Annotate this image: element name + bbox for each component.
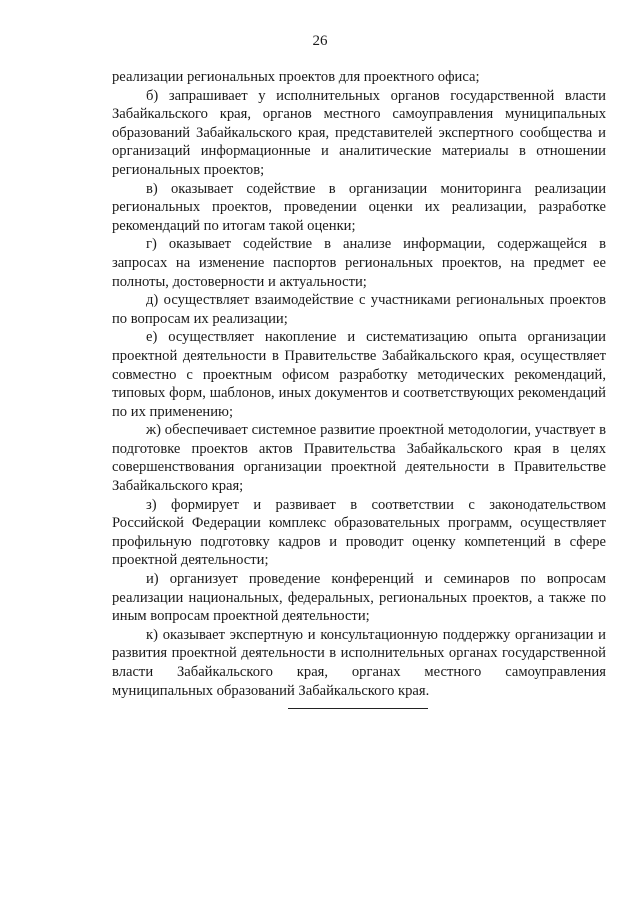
page-number: 26 bbox=[312, 33, 328, 49]
paragraph-item-i: и) организует проведение конференций и семинаров по вопросам реализации национальных, федеральных, региональных проектов, а также по иным вопросам проектной деятельности; bbox=[112, 571, 606, 625]
paragraph-item-d: д) осуществляет взаимодействие с участниками региональных проектов по вопросам их реализации; bbox=[112, 292, 606, 327]
end-of-document-line bbox=[288, 708, 428, 709]
paragraph-item-zh: ж) обеспечивает системное развитие проектной методологии, участвует в подготовке проектов актов Правительства Забайкальского края в целях совершенствования организации проектной деятельности в Правительстве Забайкальского края; bbox=[112, 422, 606, 495]
paragraph-item-g: г) оказывает содействие в анализе информации, содержащейся в запросах на изменение паспортов региональных проектов, на предмет ее полноты, достоверности и актуальности; bbox=[112, 236, 606, 290]
paragraph-item-b: б) запрашивает у исполнительных органов государственной власти Забайкальского края, органов местного самоуправления муниципальных образований Забайкальского края, представителей экспертного сообщества и организаций информационные и аналитические материалы в отношении региональных проектов; bbox=[112, 87, 606, 178]
paragraph-item-e: е) осуществляет накопление и систематизацию опыта организации проектной деятельности в Правительстве Забайкальского края, осуществляет совместно с проектным офисом разработку методических рекомендаций, типовых форм, шаблонов, иных документов и соответствующих рекомендаций по их применению; bbox=[112, 329, 606, 420]
paragraph-item-k: к) оказывает экспертную и консультационную поддержку организации и развития проектной деятельности в исполнительных органах государственной власти Забайкальского края, органах местного самоуправления муниципальных образований Забайкальского края. bbox=[112, 626, 606, 699]
paragraph-continuation: реализации региональных проектов для проектного офиса; bbox=[112, 69, 480, 85]
paragraph-item-v: в) оказывает содействие в организации мониторинга реализации региональных проектов, проведении оценки их реализации, разработке рекомендаций по итогам такой оценки; bbox=[112, 180, 606, 234]
document-body bbox=[112, 68, 606, 700]
paragraph-item-z: з) формирует и развивает в соответствии с законодательством Российской Федерации комплекс образовательных программ, осуществляет профильную подготовку кадров и проводит оценку компетенций в сфере проектной деятельности; bbox=[112, 496, 606, 569]
